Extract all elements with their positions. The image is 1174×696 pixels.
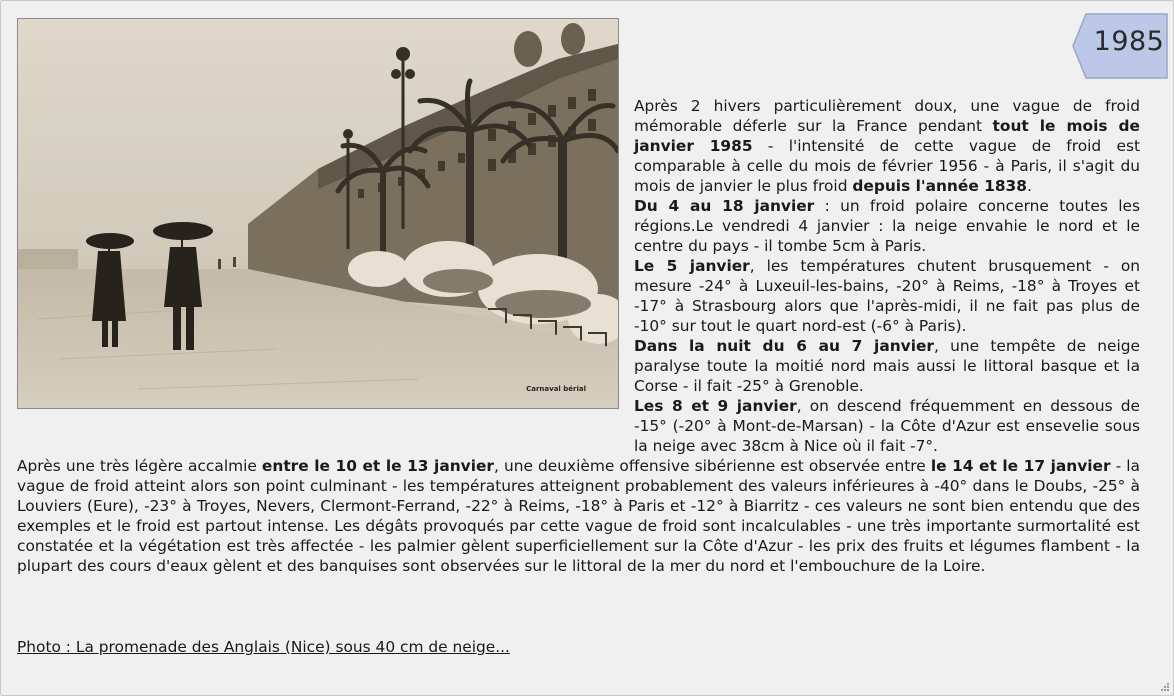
highlight-text: entre le 10 et le 13 janvier [261, 457, 494, 475]
body-text: . [1026, 177, 1032, 195]
body-text: Après 2 hivers particulièrement doux, une vague de froid mémorable déferle sur la France pendant [634, 97, 1140, 135]
body-text: , une deuxième offensive sibérienne est observée entre [494, 457, 931, 475]
photo-caption-link[interactable]: Photo : La promenade des Anglais (Nice) sous 40 cm de neige... [17, 638, 510, 656]
body-text: - l'intensité de cette vague de froid est comparable à celle du mois de février 1956 - à Paris, il s'agit du mois de janvier le plus froid [634, 137, 1140, 195]
article-body [17, 96, 1140, 576]
body-text: : un froid polaire concerne toutes les régions.Le vendredi 4 janvier : la neige envahie le nord et le centre du pays - il tombe 5cm à Paris. [634, 197, 1140, 255]
highlight-text: Les 8 et 9 janvier [634, 397, 797, 415]
body-text: Après une très légère accalmie [17, 457, 262, 475]
body-text: , une tempête de neige paralyse toute la moitié nord mais aussi le littoral basque et la Corse - il fait -25° à Grenoble. [634, 337, 1140, 395]
body-text: , on descend fréquemment en dessous de -15° (-20° à Mont-de-Marsan) - la Côte d'Azur est ensevelie sous la neige avec 38cm à Nice où il fait -7°. [634, 397, 1140, 455]
body-text: - la vague de froid atteint alors son point culminant - les températures atteignent probablement des valeurs inférieures à -40° dans le Doubs, -25° à Louviers (Eure), -23° à Troyes, Nevers, Clermont-Ferrand, -22° à Reims, -18° à Paris et -12° à Biarritz - ces valeurs ne sont bien entendu que des exemples et le froid est partout intense. Les dégâts provoqués par cette vague de froid sont incalculables - une très importante surmortalité est constatée et la végétation est très affectée - les palmier gèlent superficiellement sur la Côte d'Azur - les prix des fruits et légumes flambent - la plupart des cours d'eaux gèlent et des banquises sont observées sur le littoral de la mer du nord et l'embouchure de la Loire. [17, 457, 1140, 575]
highlight-text: depuis l'année 1838 [852, 177, 1027, 195]
photo-wrap-space [17, 96, 634, 441]
highlight-text: tout le mois de janvier 1985 [634, 117, 1140, 155]
highlight-text: le 14 et le 17 janvier [930, 457, 1111, 475]
body-text: , les températures chutent brusquement - on mesure -24° à Luxeuil-les-bains, -20° à Reims, -18° à Troyes et -17° à Strasbourg alors que l'après-midi, il ne fait pas plus de -10° sur tout le quart nord-est (-6° à Paris). [634, 257, 1140, 335]
photo-stamp: Carnaval bérial [526, 385, 586, 393]
year-badge [1072, 13, 1168, 79]
highlight-text: Le 5 janvier [634, 257, 750, 275]
article-paragraph [17, 456, 1140, 576]
highlight-text: Dans la nuit du 6 au 7 janvier [634, 337, 935, 355]
resize-grip-icon[interactable] [1160, 682, 1170, 692]
highlight-text: Du 4 au 18 janvier [634, 197, 815, 215]
year-label: 1985 [1093, 26, 1165, 57]
